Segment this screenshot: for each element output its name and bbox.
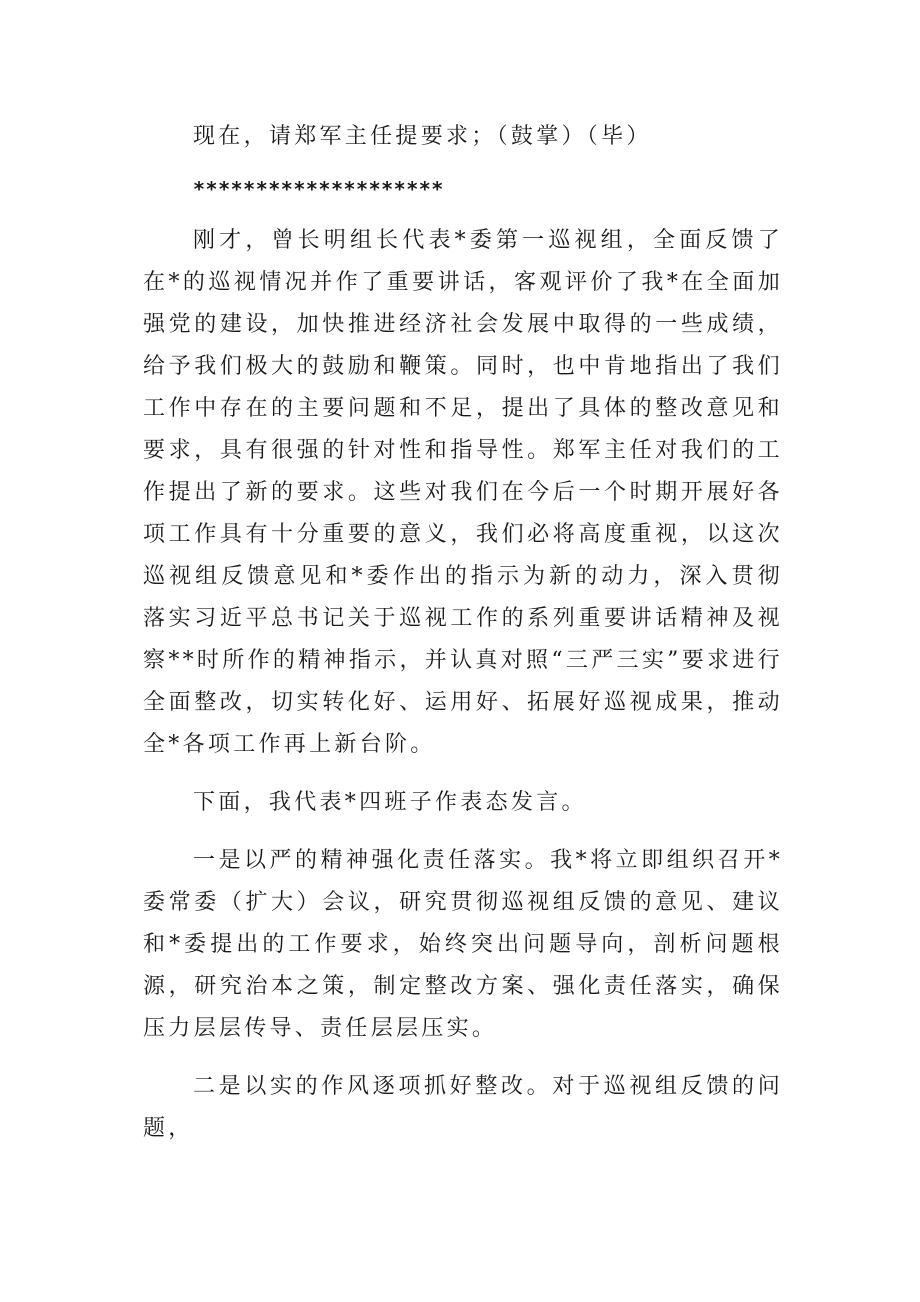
paragraph-request-speech: 现在，请郑军主任提要求；（鼓掌）（毕） — [193, 124, 652, 149]
document-body — [143, 116, 783, 1160]
section-separator: ******************** — [193, 177, 444, 201]
paragraph-point-two: 二是以实的作风逐项抓好整改。对于巡视组反馈的问题， — [143, 1074, 783, 1141]
paragraph-statement-intro: 下面，我代表*四班子作表态发言。 — [193, 790, 587, 815]
paragraph-feedback-response: 刚才，曾长明组长代表*委第一巡视组，全面反馈了在*的巡视情况并作了重要讲话，客观评价了我*在全面加强党的建设，加快推进经济社会发展中取得的一些成绩，给予我们极大的鼓励和鞭策。同时，也中肯地指出了我们工作中存在的主要问题和不足，提出了具体的整改意见和要求，具有很强的针对性和指导性。郑军主任对我们的工作提出了新的要求。这些对我们在今后一个时期开展好各项工作具有十分重要的意义，我们必将高度重视，以这次巡视组反馈意见和*委作出的指示为新的动力，深入贯彻落实习近平总书记关于巡视工作的系列重要讲话精神及视察**时所作的精神指示，并认真对照“三严三实”要求进行全面整改，切实转化好、运用好、拓展好巡视成果，推动全*各项工作再上新台阶。 — [143, 228, 783, 757]
paragraph-point-one: 一是以严的精神强化责任落实。我*将立即组织召开*委常委（扩大）会议，研究贯彻巡视组反馈的意见、建议和*委提出的工作要求，始终突出问题导向，剖析问题根源，研究治本之策，制定整改方案、强化责任落实，确保压力层层传导、责任层层压实。 — [143, 848, 783, 1041]
